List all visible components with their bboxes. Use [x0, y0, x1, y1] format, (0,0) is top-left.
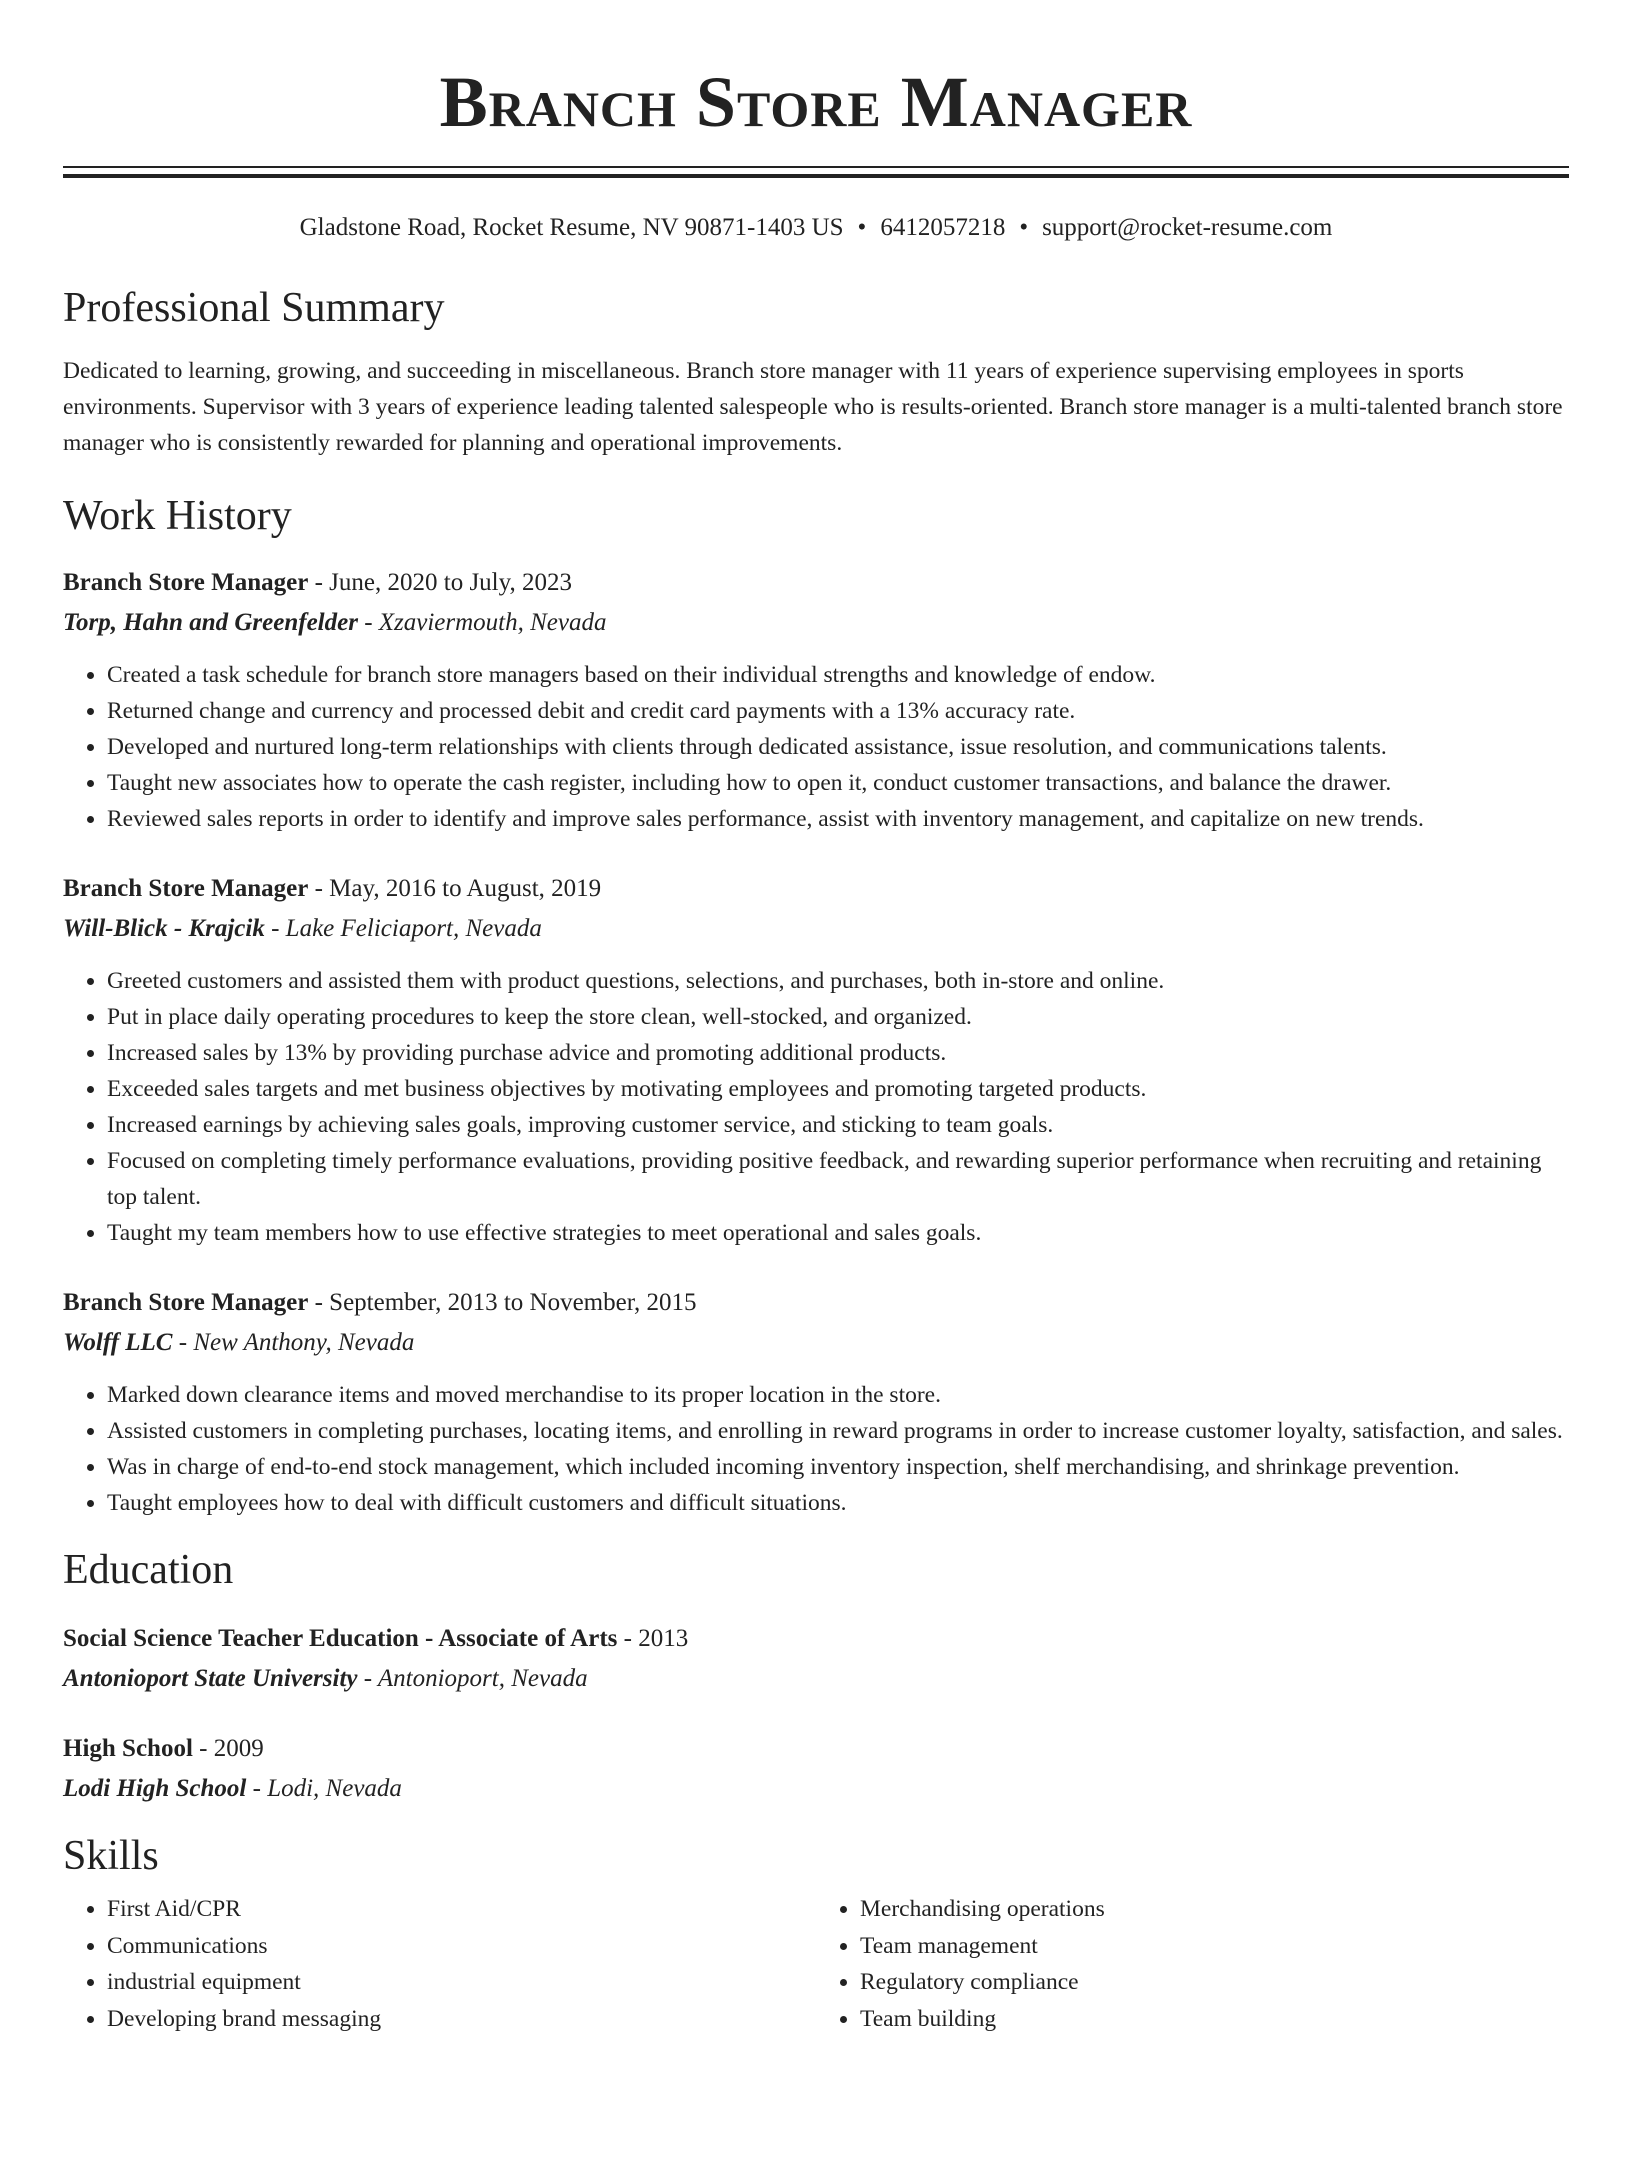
job-dates: - June, 2020 to July, 2023: [308, 569, 572, 596]
job-bullet: • Greeted customers and assisted them with product questions, selections, and purchases, both in-store and online.: [107, 963, 1569, 999]
job-company-line: [63, 909, 1569, 949]
job-company-line: [63, 603, 1569, 643]
job-company: Will-Blick - Krajcik: [63, 915, 265, 942]
education-school-line: [63, 1659, 1569, 1699]
skill-item: • Team management: [860, 1928, 1569, 1965]
skill-item: • Developing brand messaging: [107, 2001, 816, 2038]
skill-item: • First Aid/CPR: [107, 1891, 816, 1928]
job-bullet: • Taught employees how to deal with difficult customers and difficult situations.: [107, 1485, 1569, 1521]
education-school: Antonioport State University: [63, 1665, 358, 1692]
job-title: Branch Store Manager: [63, 569, 309, 596]
job-bullet: • Developed and nurtured long-term relationships with clients through dedicated assistance, issue resolution, and communications talents.: [107, 729, 1569, 765]
education-degree: Social Science Teacher Education - Associate of Arts: [63, 1625, 618, 1652]
job-dates: - May, 2016 to August, 2019: [308, 875, 602, 902]
job-bullet: • Returned change and currency and processed debit and credit card payments with a 13% accuracy rate.: [107, 693, 1569, 729]
skills-grid: [63, 1891, 1569, 2037]
education-degree-line: [63, 1619, 1569, 1659]
job-bullets: [63, 657, 1569, 837]
contact-email: support@rocket-resume.com: [1042, 214, 1333, 241]
job-company-line: [63, 1323, 1569, 1363]
contact-line: [63, 212, 1569, 244]
job-bullet: • Exceeded sales targets and met business objectives by motivating employees and promoting targeted products.: [107, 1071, 1569, 1107]
skill-item: • Communications: [107, 1928, 816, 1965]
contact-separator: •: [1019, 214, 1029, 241]
summary-text: Dedicated to learning, growing, and succeeding in miscellaneous. Branch store manager with 11 years of experience supervising employees in sports environments. Supervisor with 3 years of experience leading talented salespeople who is results-oriented. Branch store manager is a multi-talented branch store manager who is consistently rewarded for planning and operational improvements.: [63, 358, 1563, 456]
job-bullet: • Focused on completing timely performance evaluations, providing positive feedback, and rewarding superior performance when recruiting and retaining top talent.: [107, 1143, 1569, 1215]
job-bullet: • Put in place daily operating procedures to keep the store clean, well-stocked, and organized.: [107, 999, 1569, 1035]
contact-separator: •: [857, 214, 867, 241]
skill-item: • Team building: [860, 2001, 1569, 2038]
job-title-line: [63, 869, 1569, 909]
education-degree: High School: [63, 1735, 193, 1762]
header-divider-thick: [63, 174, 1569, 178]
education-degree-line: [63, 1729, 1569, 1769]
job-company: Wolff LLC: [63, 1329, 173, 1356]
job-bullet: • Reviewed sales reports in order to identify and improve sales performance, assist with inventory management, and capitalize on new trends.: [107, 801, 1569, 837]
work-history-list: [63, 563, 1569, 1521]
education-school-line: [63, 1769, 1569, 1809]
resume-page: [0, 62, 1632, 2037]
education-entry: [63, 1619, 1569, 1699]
resume-title: Branch Store Manager: [439, 62, 1193, 142]
education-heading: Education: [63, 1547, 234, 1593]
job-entry: [63, 869, 1569, 1251]
job-location: - Lake Feliciaport, Nevada: [264, 915, 542, 942]
job-title: Branch Store Manager: [63, 1289, 309, 1316]
header-divider-thin: [63, 166, 1569, 168]
job-company: Torp, Hahn and Greenfelder: [63, 609, 358, 636]
skills-column-left: [63, 1891, 816, 2037]
job-bullet: • Marked down clearance items and moved merchandise to its proper location in the store.: [107, 1377, 1569, 1413]
contact-phone: 6412057218: [880, 214, 1006, 241]
job-bullet: • Taught my team members how to use effective strategies to meet operational and sales goals.: [107, 1215, 1569, 1251]
skill-item: • industrial equipment: [107, 1964, 816, 2001]
job-bullets: [63, 1377, 1569, 1521]
job-dates: - September, 2013 to November, 2015: [308, 1289, 697, 1316]
education-year: - 2009: [192, 1735, 264, 1762]
skills-column-right: [816, 1891, 1569, 2037]
contact-address: Gladstone Road, Rocket Resume, NV 90871-1403 US: [299, 214, 844, 241]
summary-heading: Professional Summary: [63, 285, 445, 331]
job-title-line: [63, 1283, 1569, 1323]
education-location: - Antonioport, Nevada: [357, 1665, 588, 1692]
job-entry: [63, 1283, 1569, 1521]
job-entry: [63, 563, 1569, 837]
job-bullet: • Was in charge of end-to-end stock management, which included incoming inventory inspection, shelf merchandising, and shrinkage prevention.: [107, 1449, 1569, 1485]
job-title: Branch Store Manager: [63, 875, 309, 902]
job-location: - New Anthony, Nevada: [172, 1329, 415, 1356]
education-year: - 2013: [617, 1625, 689, 1652]
education-entry: [63, 1729, 1569, 1809]
education-location: - Lodi, Nevada: [246, 1775, 402, 1802]
education-school: Lodi High School: [63, 1775, 247, 1802]
work-history-heading: Work History: [63, 493, 292, 539]
job-bullet: • Assisted customers in completing purchases, locating items, and enrolling in reward programs in order to increase customer loyalty, satisfaction, and sales.: [107, 1413, 1569, 1449]
job-bullet: • Taught new associates how to operate the cash register, including how to open it, conduct customer transactions, and balance the drawer.: [107, 765, 1569, 801]
job-bullet: • Created a task schedule for branch store managers based on their individual strengths and knowledge of endow.: [107, 657, 1569, 693]
skill-item: • Merchandising operations: [860, 1891, 1569, 1928]
job-bullets: [63, 963, 1569, 1251]
job-location: - Xzaviermouth, Nevada: [357, 609, 607, 636]
skill-item: • Regulatory compliance: [860, 1964, 1569, 2001]
job-bullet: • Increased sales by 13% by providing purchase advice and promoting additional products.: [107, 1035, 1569, 1071]
job-title-line: [63, 563, 1569, 603]
skills-heading: Skills: [63, 1833, 159, 1879]
job-bullet: • Increased earnings by achieving sales goals, improving customer service, and sticking to team goals.: [107, 1107, 1569, 1143]
